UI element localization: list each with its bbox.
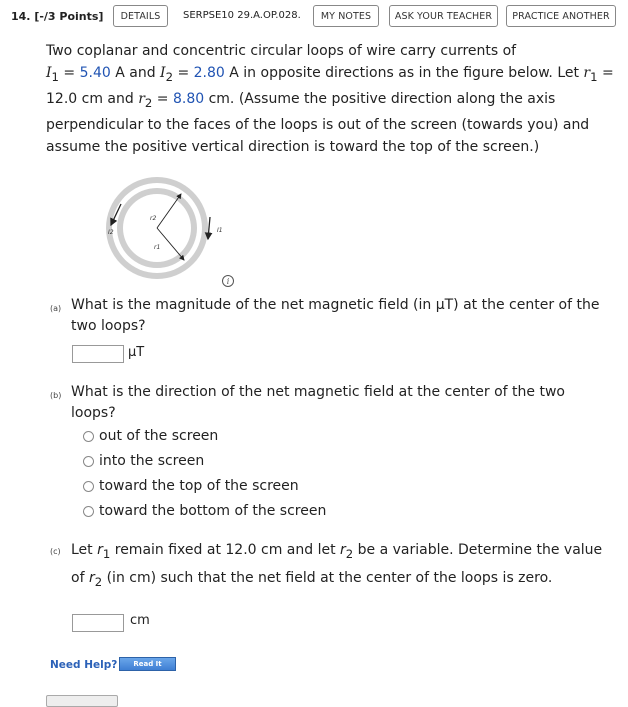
radio-icon[interactable] (83, 456, 94, 467)
r1-label: r1 (154, 244, 161, 251)
option-toward-bottom[interactable]: toward the bottom of the screen (83, 503, 326, 519)
loops-figure (103, 172, 243, 292)
practice-another-button[interactable]: PRACTICE ANOTHER (506, 5, 616, 27)
read-it-button[interactable]: Read It (119, 657, 176, 671)
question-code: SERPSE10 29.A.OP.028. (183, 10, 301, 21)
part-a-text: What is the magnitude of the net magnetic field (in μT) at the center of the two loops? (71, 297, 600, 334)
i2-label: I2 (108, 229, 114, 236)
option-out-of-screen[interactable]: out of the screen (83, 428, 218, 444)
i2-value: 2.80 (193, 65, 225, 82)
part-a-label: (a) (50, 304, 62, 313)
part-a-answer-input[interactable] (72, 345, 124, 363)
r2-value: 8.80 (172, 91, 205, 108)
submit-button-partial[interactable] (46, 695, 118, 707)
question-header (0, 0, 628, 34)
question-text: Two coplanar and concentric circular loops of wire carry currents of $I_1 = 5.40$ A and $I_2 = 2.80$ A in opposite directions as in the figure below. Let $r_1 = 12.0$ cm and $r_2 = 8.80$ cm. (Assume the positive direction along the axis perpendicular to the faces of the loops is out of the screen (towards you) and assume the positive vertical direction is toward the top of the screen.) (46, 43, 614, 156)
ask-your-teacher-button[interactable]: ASK YOUR TEACHER (389, 5, 498, 27)
part-c-answer-input[interactable] (72, 614, 124, 632)
option-toward-top[interactable]: toward the top of the screen (83, 478, 299, 494)
part-b-text: What is the direction of the net magnetic field at the center of the two loops? (71, 384, 565, 421)
radio-icon[interactable] (83, 506, 94, 517)
info-icon[interactable]: i (222, 275, 234, 287)
i1-label: I1 (217, 227, 223, 234)
my-notes-button[interactable]: MY NOTES (313, 5, 379, 27)
part-c-text: Let $r_1$ remain fixed at 12.0 cm and let $r_2$ be a variable. Determine the value of $r_2$ (in cm) such that the net field at the center of the loops is zero. (71, 542, 603, 589)
r2-label: r2 (150, 215, 157, 222)
part-a-unit: μT (128, 345, 145, 360)
part-c-label: (c) (50, 547, 61, 556)
question-number: 14. [-/3 Points] (11, 10, 104, 23)
radio-icon[interactable] (83, 431, 94, 442)
i1-value: 5.40 (79, 65, 111, 82)
part-b-label: (b) (50, 391, 62, 400)
radio-icon[interactable] (83, 481, 94, 492)
r1-value: 12.0 (46, 91, 78, 108)
details-button[interactable]: DETAILS (113, 5, 168, 27)
option-into-screen[interactable]: into the screen (83, 453, 204, 469)
need-help-label: Need Help? (50, 659, 118, 671)
part-c-unit: cm (130, 613, 150, 628)
